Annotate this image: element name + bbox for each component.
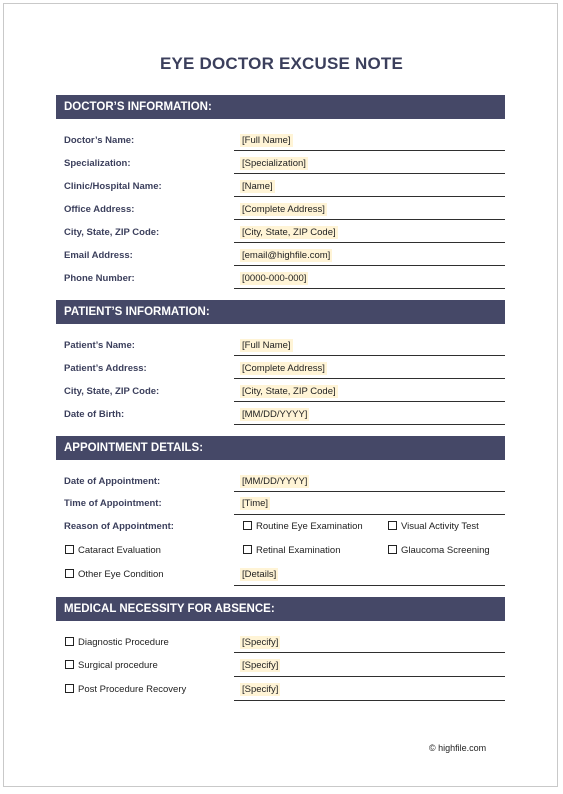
glaucoma-label: Glaucoma Screening <box>401 545 490 556</box>
other-condition-option[interactable] <box>65 569 164 580</box>
diagnostic-specify-field[interactable]: [Specify] <box>242 637 279 648</box>
other-condition-label: Other Eye Condition <box>78 569 164 580</box>
patient-name-line <box>234 355 505 356</box>
section-header-doctor: DOCTOR’S INFORMATION: <box>56 95 505 119</box>
doctor-name-line <box>234 150 505 151</box>
specialization-label: Specialization: <box>64 158 131 169</box>
diagnostic-label: Diagnostic Procedure <box>78 637 169 648</box>
specialization-line <box>234 173 505 174</box>
patient-city-field[interactable]: [City, State, ZIP Code] <box>242 386 336 397</box>
checkbox-icon[interactable] <box>65 545 74 554</box>
reason-label: Reason of Appointment: <box>64 521 174 532</box>
recovery-label: Post Procedure Recovery <box>78 684 187 695</box>
appointment-date-label: Date of Appointment: <box>64 476 161 487</box>
clinic-name-label: Clinic/Hospital Name: <box>64 181 162 192</box>
email-label: Email Address: <box>64 250 133 261</box>
checkbox-icon[interactable] <box>65 637 74 646</box>
clinic-name-line <box>234 196 505 197</box>
checkbox-icon[interactable] <box>65 569 74 578</box>
doctor-city-line <box>234 242 505 243</box>
dob-field[interactable]: [MM/DD/YYYY] <box>242 409 308 420</box>
surgical-label: Surgical procedure <box>78 660 158 671</box>
section-header-necessity: MEDICAL NECESSITY FOR ABSENCE: <box>56 597 505 621</box>
checkbox-icon[interactable] <box>243 521 252 530</box>
doctor-name-field[interactable]: [Full Name] <box>242 135 291 146</box>
retinal-label: Retinal Examination <box>256 545 341 556</box>
phone-label: Phone Number: <box>64 273 135 284</box>
dob-label: Date of Birth: <box>64 409 125 420</box>
cataract-label: Cataract Evaluation <box>78 545 161 556</box>
checkbox-icon[interactable] <box>388 545 397 554</box>
appointment-time-line <box>234 514 505 515</box>
diagnostic-option[interactable] <box>65 637 169 648</box>
surgical-line <box>234 676 505 677</box>
checkbox-icon[interactable] <box>65 660 74 669</box>
dob-line <box>234 424 505 425</box>
footer-copyright[interactable]: © highfile.com <box>429 743 487 753</box>
patient-city-label: City, State, ZIP Code: <box>64 386 160 397</box>
specialization-field[interactable]: [Specialization] <box>242 158 306 169</box>
office-address-field[interactable]: [Complete Address] <box>242 204 325 215</box>
appointment-date-line <box>234 491 505 492</box>
glaucoma-option[interactable] <box>388 545 490 556</box>
patient-city-line <box>234 401 505 402</box>
visual-test-label: Visual Activity Test <box>401 521 479 532</box>
details-field[interactable]: [Details] <box>242 569 277 580</box>
appointment-time-label: Time of Appointment: <box>64 498 162 509</box>
surgical-specify-field[interactable]: [Specify] <box>242 660 279 671</box>
checkbox-icon[interactable] <box>243 545 252 554</box>
appointment-date-field[interactable]: [MM/DD/YYYY] <box>242 476 308 487</box>
section-header-patient: PATIENT’S INFORMATION: <box>56 300 505 324</box>
cataract-option[interactable] <box>65 545 161 556</box>
doctor-city-label: City, State, ZIP Code: <box>64 227 160 238</box>
patient-name-label: Patient’s Name: <box>64 340 135 351</box>
phone-field[interactable]: [0000-000-000] <box>242 273 307 284</box>
doctor-city-field[interactable]: [City, State, ZIP Code] <box>242 227 336 238</box>
document-title: EYE DOCTOR EXCUSE NOTE <box>159 54 404 73</box>
patient-address-label: Patient’s Address: <box>64 363 147 374</box>
retinal-option[interactable] <box>243 545 341 556</box>
clinic-name-field[interactable]: [Name] <box>242 181 273 192</box>
section-header-appointment: APPOINTMENT DETAILS: <box>56 436 505 460</box>
visual-test-option[interactable] <box>388 521 479 532</box>
patient-address-field[interactable]: [Complete Address] <box>242 363 325 374</box>
doctor-name-label: Doctor’s Name: <box>64 135 135 146</box>
recovery-line <box>234 700 505 701</box>
checkbox-icon[interactable] <box>65 684 74 693</box>
recovery-specify-field[interactable]: [Specify] <box>242 684 279 695</box>
email-field[interactable]: [email@highfile.com] <box>242 250 331 261</box>
patient-address-line <box>234 378 505 379</box>
appointment-time-field[interactable]: [Time] <box>242 498 269 509</box>
routine-exam-option[interactable] <box>243 521 363 532</box>
office-address-label: Office Address: <box>64 204 135 215</box>
surgical-option[interactable] <box>65 660 158 671</box>
recovery-option[interactable] <box>65 684 186 695</box>
email-line <box>234 265 505 266</box>
phone-line <box>234 288 505 289</box>
routine-exam-label: Routine Eye Examination <box>256 521 363 532</box>
office-address-line <box>234 219 505 220</box>
checkbox-icon[interactable] <box>388 521 397 530</box>
details-line <box>234 585 505 586</box>
patient-name-field[interactable]: [Full Name] <box>242 340 291 351</box>
diagnostic-line <box>234 652 505 653</box>
